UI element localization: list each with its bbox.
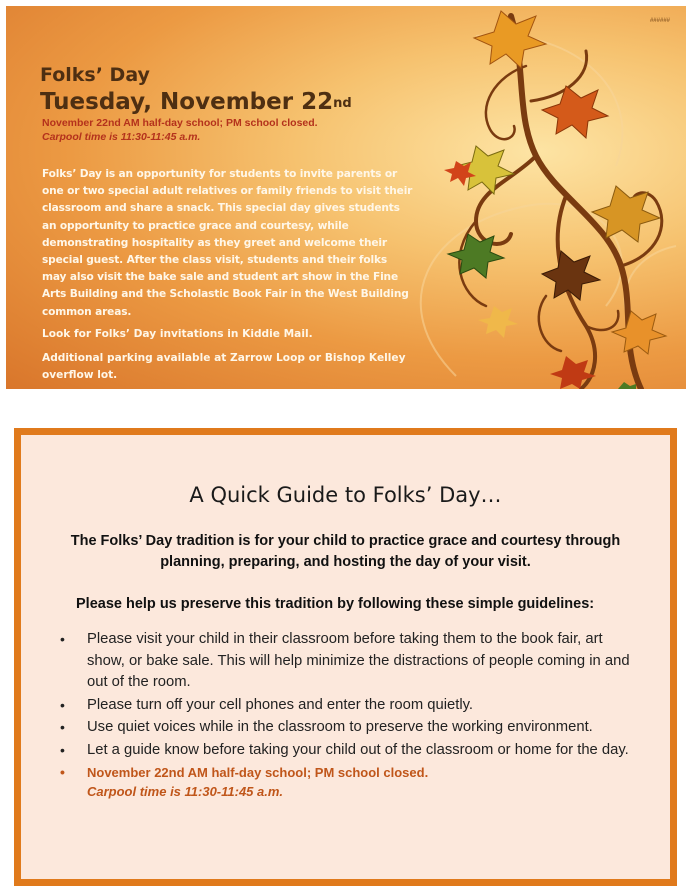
maple-leaves	[444, 11, 666, 389]
banner-schedule-note: November 22nd AM half-day school; PM school closed.	[42, 117, 318, 129]
quick-guide-box	[14, 428, 677, 886]
list-item: • Please visit your child in their classroom before taking them to the book fair, art show, or bake sale. This will help minimize the distractions of people coming in and out of the room.	[60, 631, 630, 690]
guide-intro: The Folks’ Day tradition is for your child to practice grace and courtesy through planning, preparing, and hosting the day of your visit.	[70, 533, 621, 570]
guidelines-list	[51, 629, 641, 802]
bullet-icon: •	[60, 631, 65, 647]
list-item: • Use quiet voices while in the classroom to preserve the working environment.	[51, 717, 641, 739]
banner-carpool-note: Carpool time is 11:30-11:45 a.m.	[42, 131, 201, 143]
list-item: • Please turn off your cell phones and enter the room quietly.	[51, 695, 641, 717]
folks-day-banner	[6, 6, 686, 389]
bullet-icon: •	[60, 719, 65, 735]
date-suffix: nd	[333, 96, 352, 111]
banner-date: Tuesday, November 22nd	[40, 89, 352, 115]
highlight-schedule: November 22nd AM half-day school; PM school closed.	[87, 765, 429, 780]
banner-parking: Additional parking available at Zarrow Loop or Bishop Kelley overflow lot.	[42, 352, 406, 381]
banner-description: Folks’ Day is an opportunity for students to invite parents or one or two special adult relatives or family friends to visit their classroom and share a snack. This special day gives students an opportunity to practice grace and courtesy, while demonstrating hospitality as they greet and welcome their special guest. After the class visit, students and their folks may also visit the bake sale and student art show in the Fine Arts Building and the Scholastic Book Fair in the West Building common areas.	[42, 168, 413, 318]
list-item-highlight	[51, 763, 641, 801]
list-item: • Let a guide know before taking your child out of the classroom or home for the day.	[51, 740, 641, 762]
corner-mark: ######	[649, 18, 670, 24]
banner-title: Folks’ Day	[40, 64, 150, 86]
guide-help-heading: Please help us preserve this tradition by following these simple guidelines:	[76, 596, 595, 612]
bullet-icon: •	[60, 741, 65, 758]
bullet-icon: •	[60, 696, 65, 713]
bullet-icon: •	[60, 764, 65, 780]
highlight-carpool: Carpool time is 11:30-11:45 a.m.	[87, 784, 284, 799]
guide-title: A Quick Guide to Folks’ Day…	[189, 483, 502, 507]
banner-invitations: Look for Folks’ Day invitations in Kiddie Mail.	[42, 328, 313, 340]
